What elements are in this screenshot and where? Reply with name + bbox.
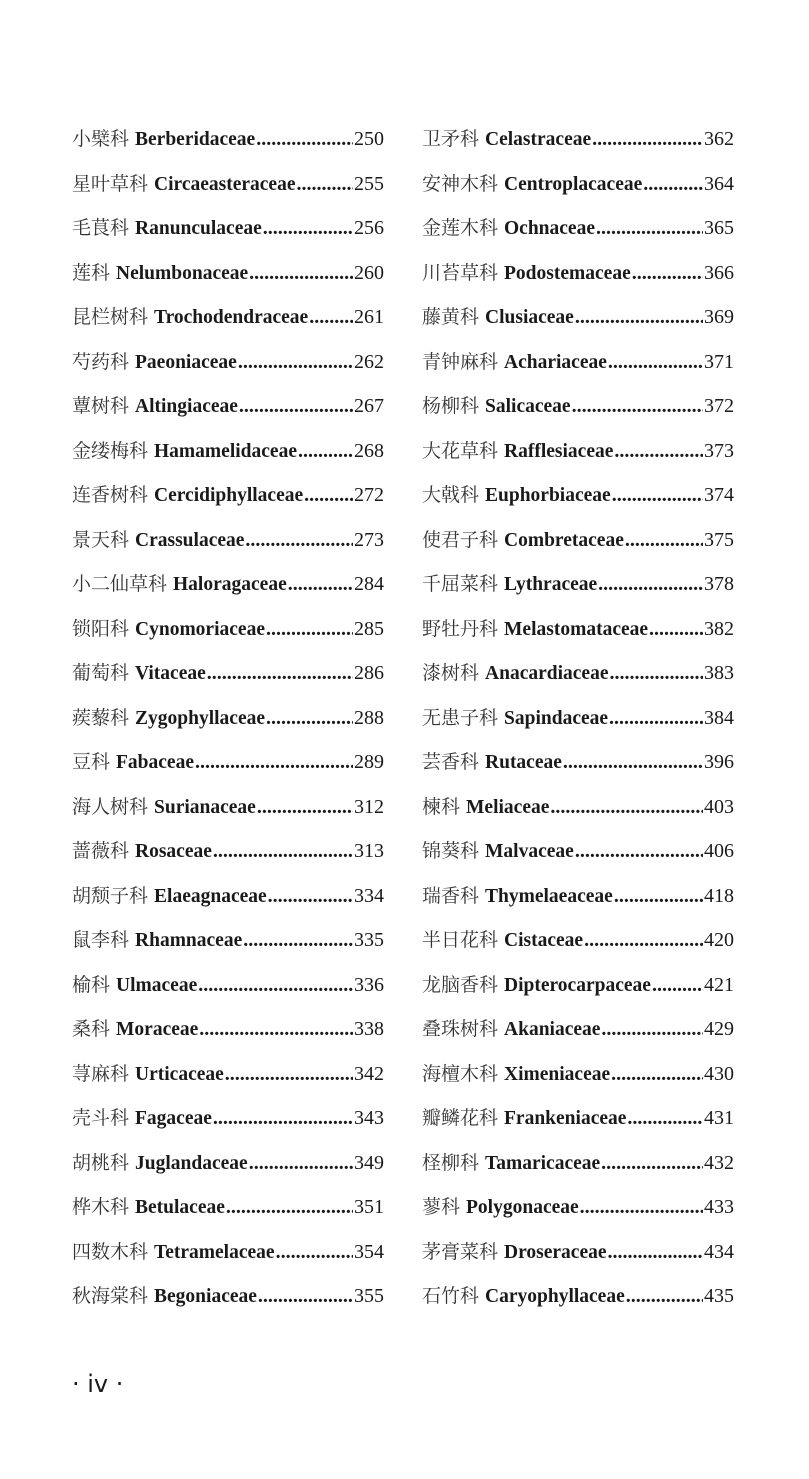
family-latin-name: Anacardiaceae xyxy=(485,663,609,684)
toc-entry xyxy=(72,562,384,607)
family-chinese-name: 榆科 xyxy=(72,973,111,996)
family-latin-name: Polygonaceae xyxy=(466,1197,579,1218)
family-chinese-name: 使君子科 xyxy=(422,528,499,551)
family-latin-name: Betulaceae xyxy=(135,1197,225,1218)
family-chinese-name: 金缕梅科 xyxy=(72,439,149,462)
family-latin-name: Tetramelaceae xyxy=(154,1241,275,1263)
dot-leader xyxy=(572,384,703,429)
dot-leader xyxy=(258,1274,353,1319)
page-ref: 349 xyxy=(354,1151,384,1174)
toc-entry xyxy=(422,117,734,162)
dot-leader xyxy=(243,918,353,963)
dot-leader xyxy=(652,963,703,1008)
family-latin-name: Circaeasteraceae xyxy=(154,173,296,195)
family-latin-name: Fabaceae xyxy=(116,752,194,773)
family-latin-name: Juglandaceae xyxy=(135,1152,248,1174)
toc-entry xyxy=(72,963,384,1008)
toc-entry xyxy=(72,429,384,474)
dot-leader xyxy=(225,1052,353,1097)
dot-leader xyxy=(632,251,703,296)
dot-leader xyxy=(649,607,703,652)
page-ref: 429 xyxy=(704,1018,734,1040)
page-ref: 421 xyxy=(704,973,734,996)
family-latin-name: Surianaceae xyxy=(154,796,256,818)
family-chinese-name: 昆栏树科 xyxy=(72,306,149,328)
dot-leader xyxy=(195,740,353,785)
family-chinese-name: 星叶草科 xyxy=(72,172,149,195)
dot-leader xyxy=(297,162,354,207)
page-ref: 375 xyxy=(704,528,734,551)
family-latin-name: Altingiaceae xyxy=(135,396,238,417)
page-ref: 430 xyxy=(704,1062,734,1085)
toc-entry xyxy=(422,874,734,919)
page-number: · iv · xyxy=(72,1370,124,1398)
page-ref: 378 xyxy=(704,573,734,595)
family-chinese-name: 漆树科 xyxy=(422,662,480,684)
family-latin-name: Rosaceae xyxy=(135,841,212,862)
family-chinese-name: 大花草科 xyxy=(422,439,499,462)
page-ref: 366 xyxy=(704,261,734,284)
family-chinese-name: 金莲木科 xyxy=(422,217,499,239)
dot-leader xyxy=(257,785,353,830)
page-ref: 286 xyxy=(354,662,384,684)
family-latin-name: Nelumbonaceae xyxy=(116,262,249,284)
table-of-contents xyxy=(72,117,734,1319)
family-latin-name: Clusiaceae xyxy=(485,307,574,328)
page-ref: 312 xyxy=(354,795,384,818)
toc-entry xyxy=(72,1096,384,1141)
family-chinese-name: 小檗科 xyxy=(72,128,130,150)
page-ref: 364 xyxy=(704,172,734,195)
dot-leader xyxy=(298,429,353,474)
toc-entry xyxy=(72,206,384,251)
toc-entry xyxy=(422,295,734,340)
dot-leader xyxy=(238,340,353,385)
page-ref: 343 xyxy=(354,1107,384,1129)
dot-leader xyxy=(304,473,353,518)
dot-leader xyxy=(592,117,703,162)
dot-leader xyxy=(550,785,703,830)
page-ref: 255 xyxy=(354,172,384,195)
dot-leader xyxy=(643,162,703,207)
page-ref: 362 xyxy=(704,128,734,150)
family-chinese-name: 连香树科 xyxy=(72,484,149,506)
dot-leader xyxy=(199,1007,353,1052)
page-ref: 250 xyxy=(354,128,384,150)
dot-leader xyxy=(268,874,353,919)
family-chinese-name: 锦葵科 xyxy=(422,840,480,862)
toc-entry xyxy=(72,785,384,830)
page-ref: 338 xyxy=(354,1018,384,1040)
dot-leader xyxy=(256,117,353,162)
family-chinese-name: 莲科 xyxy=(72,261,111,284)
family-latin-name: Cercidiphyllaceae xyxy=(154,485,304,506)
family-latin-name: Zygophyllaceae xyxy=(135,707,266,729)
dot-leader xyxy=(608,340,703,385)
family-chinese-name: 卫矛科 xyxy=(422,128,480,150)
family-chinese-name: 石竹科 xyxy=(422,1285,480,1307)
family-chinese-name: 瓣鳞花科 xyxy=(422,1107,499,1129)
family-latin-name: Rhamnaceae xyxy=(135,930,243,951)
toc-entry xyxy=(72,918,384,963)
page-ref: 418 xyxy=(704,884,734,907)
family-latin-name: Ximeniaceae xyxy=(504,1063,611,1085)
toc-entry xyxy=(72,607,384,652)
family-chinese-name: 壳斗科 xyxy=(72,1107,130,1129)
toc-entry xyxy=(422,1141,734,1186)
dot-leader xyxy=(288,562,353,607)
family-latin-name: Rutaceae xyxy=(485,752,562,773)
dot-leader xyxy=(611,1052,703,1097)
page-ref: 351 xyxy=(354,1196,384,1218)
page-ref: 396 xyxy=(704,751,734,773)
page-ref: 256 xyxy=(354,217,384,239)
page-ref: 262 xyxy=(354,350,384,373)
toc-entry xyxy=(72,162,384,207)
dot-leader xyxy=(608,1230,703,1275)
toc-entry xyxy=(422,1274,734,1319)
family-latin-name: Paeoniaceae xyxy=(135,351,237,373)
toc-entry xyxy=(72,874,384,919)
toc-entry xyxy=(72,117,384,162)
dot-leader xyxy=(601,1141,703,1186)
family-latin-name: Melastomataceae xyxy=(504,618,649,640)
dot-leader xyxy=(563,740,703,785)
dot-leader xyxy=(266,607,353,652)
dot-leader xyxy=(213,1096,353,1141)
family-latin-name: Thymelaeaceae xyxy=(485,885,613,907)
toc-entry xyxy=(422,1230,734,1275)
family-chinese-name: 芍药科 xyxy=(72,350,130,373)
page-ref: 374 xyxy=(704,484,734,506)
toc-entry xyxy=(72,696,384,741)
family-latin-name: Urticaceae xyxy=(135,1063,224,1085)
dot-leader xyxy=(266,696,353,741)
family-latin-name: Podostemaceae xyxy=(504,262,631,284)
page-ref: 261 xyxy=(354,306,384,328)
family-latin-name: Frankeniaceae xyxy=(504,1108,627,1129)
page-ref: 432 xyxy=(704,1151,734,1174)
family-chinese-name: 青钟麻科 xyxy=(422,350,499,373)
family-chinese-name: 龙脑香科 xyxy=(422,973,499,996)
dot-leader xyxy=(263,206,353,251)
toc-entry xyxy=(422,829,734,874)
dot-leader xyxy=(309,295,353,340)
family-chinese-name: 楝科 xyxy=(422,795,461,818)
toc-entry xyxy=(422,963,734,1008)
family-chinese-name: 千屈菜科 xyxy=(422,573,499,595)
family-latin-name: Hamamelidaceae xyxy=(154,440,297,462)
family-latin-name: Salicaceae xyxy=(485,396,571,417)
family-latin-name: Ochnaceae xyxy=(504,218,595,239)
toc-entry xyxy=(72,651,384,696)
toc-entry xyxy=(72,340,384,385)
family-latin-name: Droseraceae xyxy=(504,1241,607,1263)
dot-leader xyxy=(213,829,353,874)
dot-leader xyxy=(609,651,703,696)
family-chinese-name: 桦木科 xyxy=(72,1196,130,1218)
family-chinese-name: 野牡丹科 xyxy=(422,617,499,640)
toc-entry xyxy=(422,1052,734,1097)
family-latin-name: Lythraceae xyxy=(504,574,598,595)
dot-leader xyxy=(612,473,703,518)
page-ref: 267 xyxy=(354,395,384,417)
page-ref: 365 xyxy=(704,217,734,239)
family-chinese-name: 蓼科 xyxy=(422,1196,461,1218)
family-chinese-name: 茅膏菜科 xyxy=(422,1240,499,1263)
toc-entry xyxy=(72,1052,384,1097)
toc-entry xyxy=(422,607,734,652)
family-chinese-name: 瑞香科 xyxy=(422,884,480,907)
toc-entry xyxy=(422,562,734,607)
family-chinese-name: 杨柳科 xyxy=(422,395,480,417)
dot-leader xyxy=(625,518,703,563)
page-ref: 431 xyxy=(704,1107,734,1129)
family-latin-name: Vitaceae xyxy=(135,663,206,684)
family-latin-name: Sapindaceae xyxy=(504,707,609,729)
page-ref: 382 xyxy=(704,617,734,640)
toc-entry xyxy=(422,785,734,830)
page-ref: 313 xyxy=(354,840,384,862)
family-latin-name: Begoniaceae xyxy=(154,1286,257,1307)
page-ref: 434 xyxy=(704,1240,734,1263)
family-latin-name: Malvaceae xyxy=(485,841,574,862)
family-chinese-name: 柽柳科 xyxy=(422,1151,480,1174)
dot-leader xyxy=(226,1185,353,1230)
toc-entry xyxy=(422,251,734,296)
toc-entry xyxy=(72,1141,384,1186)
dot-leader xyxy=(249,1141,353,1186)
page-ref: 342 xyxy=(354,1062,384,1085)
page-ref: 272 xyxy=(354,484,384,506)
family-latin-name: Akaniaceae xyxy=(504,1019,601,1040)
toc-entry xyxy=(422,162,734,207)
toc-entry xyxy=(422,696,734,741)
family-chinese-name: 景天科 xyxy=(72,528,130,551)
page-ref: 384 xyxy=(704,706,734,729)
family-latin-name: Euphorbiaceae xyxy=(485,485,611,506)
toc-entry xyxy=(72,295,384,340)
family-chinese-name: 葡萄科 xyxy=(72,662,130,684)
family-chinese-name: 蒺藜科 xyxy=(72,706,130,729)
family-chinese-name: 海檀木科 xyxy=(422,1062,499,1085)
toc-entry xyxy=(422,384,734,429)
dot-leader xyxy=(601,1007,703,1052)
family-chinese-name: 川苔草科 xyxy=(422,261,499,284)
family-chinese-name: 荨麻科 xyxy=(72,1062,130,1085)
family-chinese-name: 胡颓子科 xyxy=(72,884,149,907)
page-ref: 403 xyxy=(704,795,734,818)
page-ref: 383 xyxy=(704,662,734,684)
toc-entry xyxy=(422,206,734,251)
family-latin-name: Crassulaceae xyxy=(135,529,245,551)
page-ref: 288 xyxy=(354,706,384,729)
toc-entry xyxy=(72,1274,384,1319)
dot-leader xyxy=(614,429,703,474)
family-chinese-name: 大戟科 xyxy=(422,484,480,506)
page-ref: 285 xyxy=(354,617,384,640)
page-ref: 406 xyxy=(704,840,734,862)
page-ref: 273 xyxy=(354,528,384,551)
dot-leader xyxy=(596,206,703,251)
family-latin-name: Meliaceae xyxy=(466,796,550,818)
dot-leader xyxy=(239,384,353,429)
family-latin-name: Caryophyllaceae xyxy=(485,1286,625,1307)
family-latin-name: Dipterocarpaceae xyxy=(504,974,651,996)
family-latin-name: Berberidaceae xyxy=(135,129,256,150)
page-ref: 371 xyxy=(704,350,734,373)
toc-entry xyxy=(72,1185,384,1230)
dot-leader xyxy=(580,1185,703,1230)
page-ref: 260 xyxy=(354,261,384,284)
family-latin-name: Celastraceae xyxy=(485,129,592,150)
family-chinese-name: 叠珠树科 xyxy=(422,1018,499,1040)
family-chinese-name: 秋海棠科 xyxy=(72,1285,149,1307)
page-ref: 369 xyxy=(704,306,734,328)
page-ref: 354 xyxy=(354,1240,384,1263)
family-latin-name: Ulmaceae xyxy=(116,974,198,996)
page-ref: 284 xyxy=(354,573,384,595)
family-latin-name: Cynomoriaceae xyxy=(135,618,265,640)
toc-entry xyxy=(72,473,384,518)
family-chinese-name: 锁阳科 xyxy=(72,617,130,640)
dot-leader xyxy=(575,295,703,340)
family-latin-name: Moraceae xyxy=(116,1019,199,1040)
family-chinese-name: 蕈树科 xyxy=(72,395,130,417)
family-latin-name: Tamaricaceae xyxy=(485,1152,601,1174)
family-chinese-name: 半日花科 xyxy=(422,929,499,951)
toc-entry xyxy=(422,518,734,563)
toc-entry xyxy=(422,1185,734,1230)
dot-leader xyxy=(609,696,703,741)
family-chinese-name: 无患子科 xyxy=(422,706,499,729)
page-ref: 289 xyxy=(354,751,384,773)
toc-column-left xyxy=(72,117,384,1319)
page-ref: 420 xyxy=(704,929,734,951)
family-latin-name: Centroplacaceae xyxy=(504,173,643,195)
page-ref: 355 xyxy=(354,1285,384,1307)
toc-entry xyxy=(72,251,384,296)
family-latin-name: Haloragaceae xyxy=(173,574,287,595)
dot-leader xyxy=(207,651,353,696)
family-chinese-name: 海人树科 xyxy=(72,795,149,818)
family-latin-name: Elaeagnaceae xyxy=(154,885,267,907)
family-latin-name: Ranunculaceae xyxy=(135,218,262,239)
family-chinese-name: 安神木科 xyxy=(422,172,499,195)
toc-entry xyxy=(72,384,384,429)
page-ref: 372 xyxy=(704,395,734,417)
page-ref: 335 xyxy=(354,929,384,951)
page-ref: 336 xyxy=(354,973,384,996)
dot-leader xyxy=(598,562,703,607)
page-ref: 433 xyxy=(704,1196,734,1218)
dot-leader xyxy=(627,1096,703,1141)
toc-entry xyxy=(72,1230,384,1275)
family-chinese-name: 豆科 xyxy=(72,751,111,773)
dot-leader xyxy=(276,1230,353,1275)
family-latin-name: Rafflesiaceae xyxy=(504,440,614,462)
family-chinese-name: 桑科 xyxy=(72,1018,111,1040)
family-chinese-name: 蔷薇科 xyxy=(72,840,130,862)
dot-leader xyxy=(198,963,353,1008)
page-ref: 373 xyxy=(704,439,734,462)
toc-entry xyxy=(422,340,734,385)
family-chinese-name: 毛茛科 xyxy=(72,217,130,239)
family-latin-name: Cistaceae xyxy=(504,930,584,951)
page-ref: 435 xyxy=(704,1285,734,1307)
toc-column-right xyxy=(422,117,734,1319)
family-chinese-name: 小二仙草科 xyxy=(72,573,168,595)
dot-leader xyxy=(584,918,703,963)
toc-entry xyxy=(422,429,734,474)
toc-entry xyxy=(72,1007,384,1052)
family-chinese-name: 芸香科 xyxy=(422,751,480,773)
toc-entry xyxy=(422,651,734,696)
dot-leader xyxy=(245,518,353,563)
family-chinese-name: 藤黄科 xyxy=(422,306,480,328)
toc-entry xyxy=(422,740,734,785)
page-ref: 268 xyxy=(354,439,384,462)
family-chinese-name: 鼠李科 xyxy=(72,929,130,951)
toc-entry xyxy=(422,1007,734,1052)
family-latin-name: Combretaceae xyxy=(504,529,624,551)
page-ref: 334 xyxy=(354,884,384,907)
toc-entry xyxy=(422,473,734,518)
family-latin-name: Fagaceae xyxy=(135,1108,212,1129)
toc-entry xyxy=(72,518,384,563)
toc-entry xyxy=(72,829,384,874)
toc-entry xyxy=(422,918,734,963)
family-latin-name: Achariaceae xyxy=(504,351,607,373)
family-chinese-name: 胡桃科 xyxy=(72,1151,130,1174)
dot-leader xyxy=(614,874,703,919)
toc-entry xyxy=(72,740,384,785)
family-latin-name: Trochodendraceae xyxy=(154,307,309,328)
toc-entry xyxy=(422,1096,734,1141)
dot-leader xyxy=(575,829,703,874)
dot-leader xyxy=(626,1274,703,1319)
family-chinese-name: 四数木科 xyxy=(72,1240,149,1263)
dot-leader xyxy=(249,251,353,296)
